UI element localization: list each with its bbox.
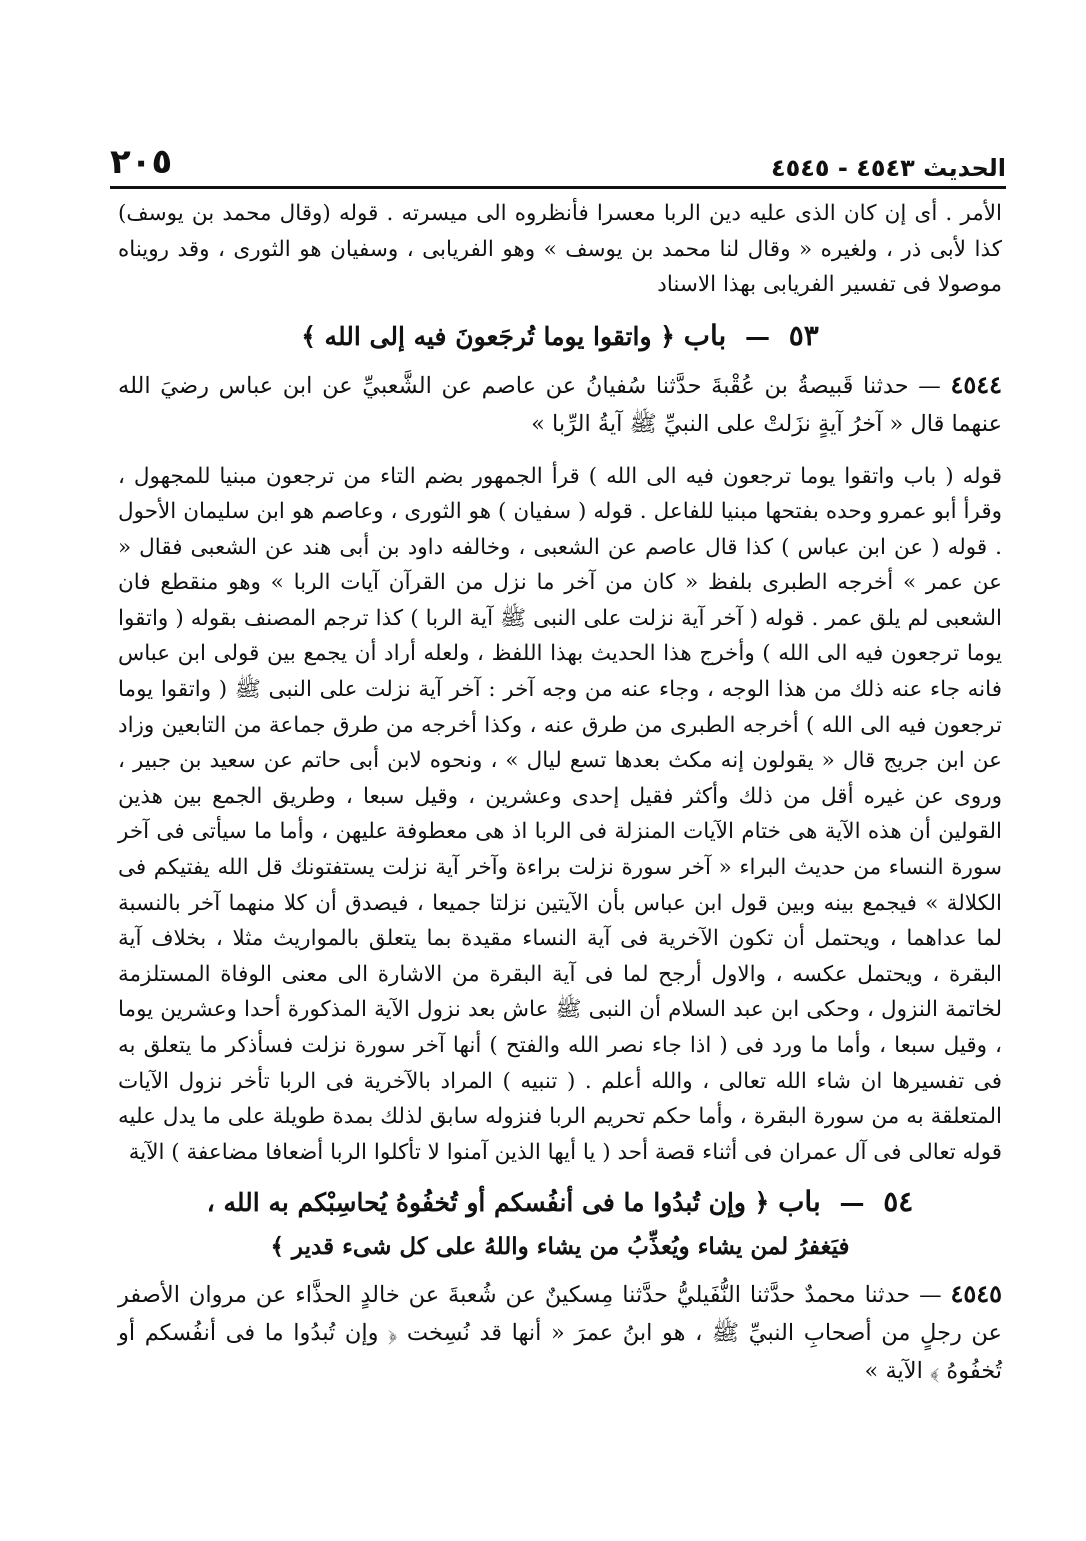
running-title: الحديث ٤٥٤٣ - ٤٥٤٥ xyxy=(770,154,1006,182)
top-paragraph: الأمر . أى إن كان الذى عليه دين الربا معسرا فأنظروه الى ميسرته . قوله (وقال محمد بن يوسف) كذا لأبى ذر ، ولغيره « وقال لنا محمد بن يوسف » وهو الفريابى ، وسفيان هو الثورى ، وقد رويناه موصولا فى تفسير الفريابى بهذا الاسناد xyxy=(118,201,1002,297)
hadith-4544 xyxy=(118,366,1002,443)
chapter-word: باب xyxy=(778,1185,821,1219)
chapter-title-line-2: فيَغفرُ لمن يشاء ويُعذِّبُ من يشاء واللهُ على كل شىء قدير ﴾ xyxy=(270,1233,850,1261)
chapter-title: ﴿ واتقوا يوما تُرجَعونَ فيه إلى الله ﴾ xyxy=(301,321,675,351)
page-number: ٢٠٥ xyxy=(110,142,173,182)
chapter-number: ٥٤ xyxy=(883,1185,914,1219)
chapter-dash: — xyxy=(839,1188,865,1218)
commentary-paragraph: قوله ( باب واتقوا يوما ترجعون فيه الى الله ) قرأ الجمهور بضم التاء من ترجعون مبنيا للمجهول ، وقرأ أبو عمرو وحده بفتحها مبنيا للفاعل . قوله ( سفيان ) هو الثورى ، وعاصم هو ابن سليمان الأحول . قوله ( عن ابن عباس ) كذا قال عاصم عن الشعبى ، وخالفه داود بن أبى هند عن الشعبى فقال « عن عمر » أخرجه الطبرى بلفظ « كان من آخر ما نزل من القرآن آيات الربا » وهو منقطع فان الشعبى لم يلق عمر . قوله ( آخر آية نزلت على النبى ﷺ آية الربا ) كذا ترجم المصنف بقوله ( واتقوا يوما ترجعون فيه الى الله ) وأخرج هذا الحديث بهذا اللفظ ، ولعله أراد أن يجمع بين قولى ابن عباس فانه جاء عنه ذلك من هذا الوجه ، وجاء عنه من وجه آخر : آخر آية نزلت على النبى ﷺ ( واتقوا يوما ترجعون فيه الى الله ) أخرجه الطبرى من طرق عنه ، وكذا أخرجه من طرق جماعة من التابعين وزاد عن ابن جريج قال « يقولون إنه مكث بعدها تسع ليال » ، ونحوه لابن أبى حاتم عن سعيد بن جبير ، وروى عن غيره أقل من ذلك وأكثر فقيل إحدى وعشرين ، وقيل سبعا ، وطريق الجمع بين هذين القولين أن هذه الآية هى ختام الآيات المنزلة فى الربا اذ هى معطوفة عليهن ، وأما ما سيأتى فى آخر سورة النساء من حديث البراء « آخر سورة نزلت براءة وآخر آية نزلت يستفتونك قل الله يفتيكم فى الكلالة » فيجمع بينه وبين قول ابن عباس بأن الآيتين نزلتا جميعا ، فيصدق أن كلا منهما آخر بالنسبة لما عداهما ، ويحتمل أن تكون الآخرية فى آية النساء مقيدة بما يتعلق بالمواريث مثلا ، بخلاف آية البقرة ، ويحتمل عكسه ، والاول أرجح لما فى آية البقرة من الاشارة الى معنى الوفاة المستلزمة لخاتمة النزول ، وحكى ابن عبد السلام أن النبى ﷺ عاش بعد نزول الآية المذكورة أحدا وعشرين يوما ، وقيل سبعا ، وأما ما ورد فى ( اذا جاء نصر الله والفتح ) أنها آخر سورة نزلت فسأذكر ما يتعلق به فى تفسيرها ان شاء الله تعالى ، والله أعلم . ( تنبيه ) المراد بالآخرية فى الربا تأخر نزول الآيات المتعلقة به من سورة البقرة ، وأما حكم تحريم الربا فنزوله سابق لذلك بمدة طويلة على ما يدل عليه قوله تعالى فى آل عمران فى أثناء قصة أحد ( يا أيها الذين آمنوا لا تأكلوا الربا أضعافا مضاعفة ) الآية xyxy=(118,463,1002,1165)
hadith-number: ٤٥٤٥ xyxy=(950,1279,1003,1309)
hadith-text: — حدثنا قَبيصةُ بن عُقْبةَ حدَّثنا سُفيانُ عن عاصم عن الشَّعبيِّ عن ابن عباس رضيَ الله عنهما قال « آخرُ آيةٍ نزَلتْ على النبيِّ ﷺ آيةُ الرِّبا » xyxy=(118,372,1002,437)
chapter-number: ٥٣ xyxy=(788,318,819,352)
chapter-heading-53 xyxy=(118,315,1002,358)
hadith-text: — حدثنا محمدٌ حدَّثنا النُّفَيليُّ حدَّثنا مِسكينٌ عن شُعبةَ عن خالدٍ الحذَّاء عن مروان الأصفر عن رجلٍ من أصحابِ النبيِّ ﷺ ، هو ابنُ عمرَ « أنها قد نُسِخت ﴿ وإن تُبدُوا ما فى أنفُسكم أو تُخفُوهُ ﴾ الآية » xyxy=(118,1282,1002,1385)
page-body xyxy=(118,196,1002,1390)
chapter-title-line-1: ﴿ وإن تُبدُوا ما فى أنفُسكم أو تُخفُوهُ يُحاسِبْكم به الله ، xyxy=(206,1188,770,1218)
chapter-word: باب xyxy=(683,318,727,352)
hadith-number: ٤٥٤٤ xyxy=(950,369,1002,399)
hadith-4545 xyxy=(118,1275,1002,1390)
chapter-dash: — xyxy=(745,321,770,351)
header-rule xyxy=(110,186,1006,189)
chapter-heading-54 xyxy=(118,1180,1002,1269)
running-head xyxy=(110,138,1006,182)
